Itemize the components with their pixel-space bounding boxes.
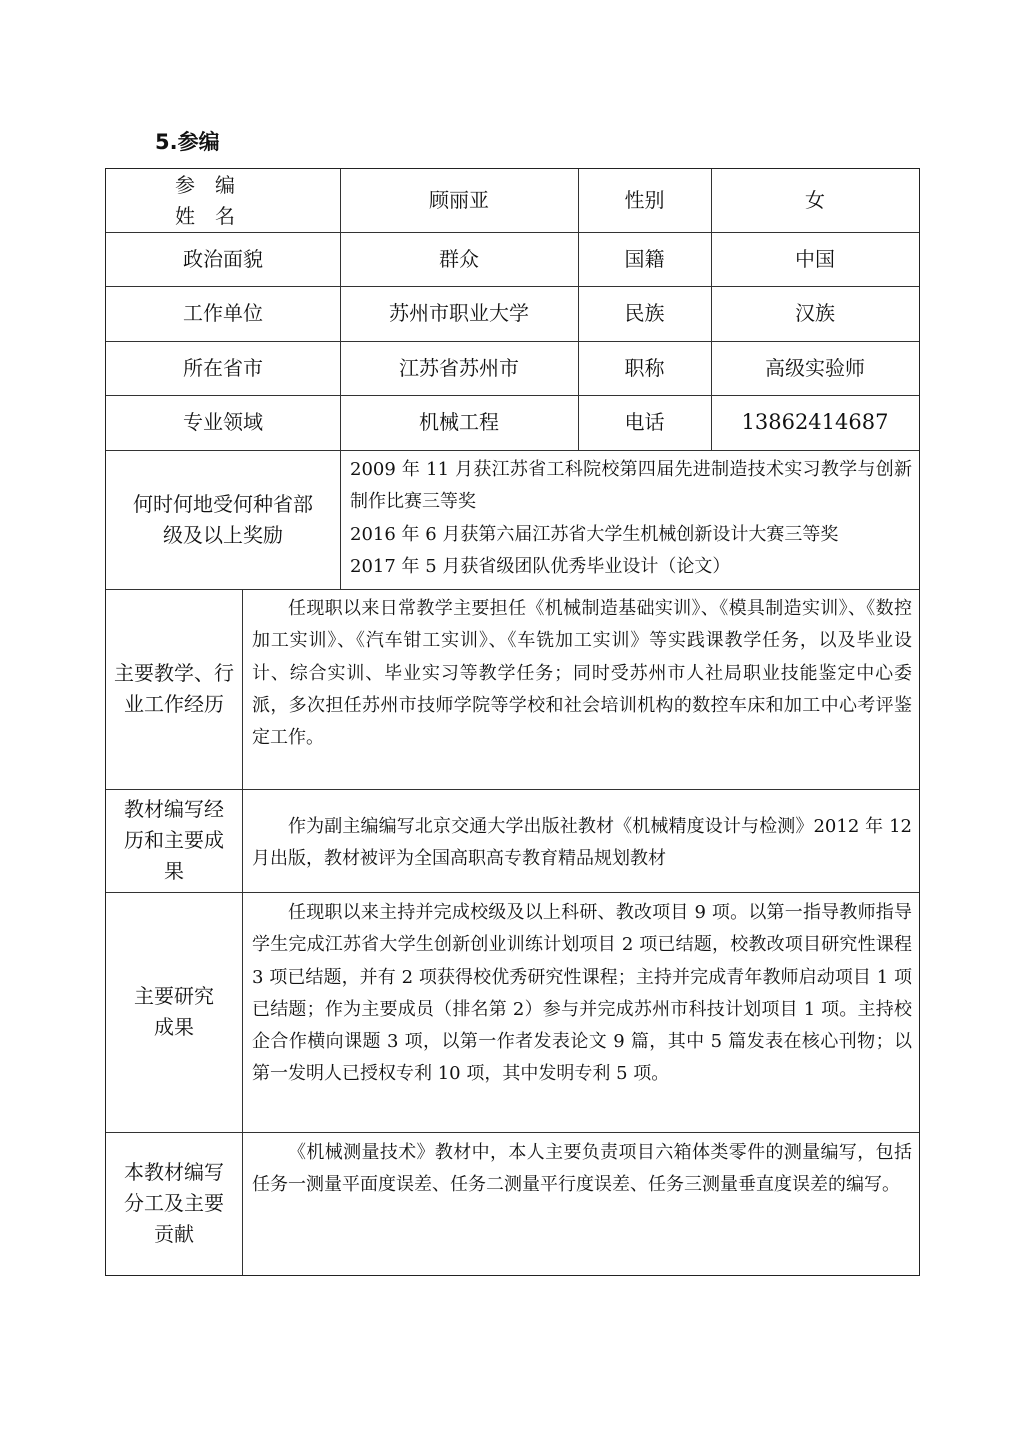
col-divider [242,589,243,1275]
name-label-cell [106,169,340,232]
col-divider [340,450,341,589]
ethnicity-label: 民族 [624,301,665,325]
contribution-text: 《机械测量技术》教材中，本人主要负责项目六箱体类零件的测量编写，包括任务一测量平面度误差、任务二测量平行度误差、任务三测量垂直度误差的编写。 [252,1142,912,1196]
contribution-label: 本教材编写分工及主要贡献 [124,1160,224,1246]
award-item: 2009 年 11 月获江苏省工科院校第四届先进制造技术实习教学与创新制作比赛三等奖 [350,459,912,513]
political-value: 群众 [439,246,479,271]
research-text: 任现职以来主持并完成校级及以上科研、教改项目 9 项。以第一指导教师指导学生完成江苏省大学生创新创业训练计划项目 2 项已结题，校教改项目研究性课程 3 项已结题，并有 2 项获得校优秀研究性课程；主持并完成青年教师启动项目 1 项已结题；作为主要成员（排名第 2）参与并完成苏州市科技计划项目 1 项。主持校企合作横向课题 3 项，以第一作者发表论文 9 篇，其中 5 篇发表在核心刊物；以第一发明人已授权专利 10 项，其中发明专利 5 项。 [252,902,912,1085]
experience-label: 主要教学、行业工作经历 [114,661,234,716]
info-table [105,168,920,1276]
name-label-b: 姓 名 [175,203,235,228]
textbook-text: 作为副主编编写北京交通大学出版社教材《机械精度设计与检测》2012 年 12 月出版，教材被评为全国高职高专教育精品规划教材 [252,816,912,870]
phone-value: 13862414687 [741,409,889,434]
employer-value: 苏州市职业大学 [389,301,529,325]
awards-label: 何时何地受何种省部级及以上奖励 [133,491,313,547]
research-label: 主要研究成果 [134,984,214,1039]
field-label: 专业领域 [183,410,263,434]
experience-text: 任现职以来日常教学主要担任《机械制造基础实训》、《模具制造实训》、《数控加工实训》、《汽车钳工实训》、《车铣加工实训》等实践课教学任务，以及毕业设计、综合实训、毕业实习等教学任务；同时受苏州市人社局职业技能鉴定中心委派，多次担任苏州市技师学院等学校和社会培训机构的数控车床和加工中心考评鉴定工作。 [252,598,912,749]
ethnicity-value: 汉族 [795,301,835,325]
political-label: 政治面貌 [183,246,263,271]
location-value: 江苏省苏州市 [399,355,519,380]
nationality-value: 中国 [795,246,835,271]
title-label: 职称 [624,355,665,380]
gender-label: 性别 [624,188,665,212]
name-label-a: 参 编 [175,172,235,197]
award-item: 2016 年 6 月获第六届江苏省大学生机械创新设计大赛三等奖 [350,523,839,545]
name-label-line1 [175,170,271,201]
nationality-label: 国籍 [624,246,665,271]
title-value: 高级实验师 [765,355,865,380]
location-label: 所在省市 [183,355,263,380]
section-heading: 5.参编 [155,130,220,154]
phone-label: 电话 [624,410,665,434]
name-value: 顾丽亚 [429,188,489,212]
gender-value: 女 [805,188,825,212]
textbook-label: 教材编写经历和主要成果 [124,797,224,883]
awards-list [350,454,912,583]
award-item: 2017 年 5 月获省级团队优秀毕业设计（论文） [350,555,731,577]
field-value: 机械工程 [419,410,499,434]
name-label-line2 [175,201,271,232]
employer-label: 工作单位 [183,301,263,325]
